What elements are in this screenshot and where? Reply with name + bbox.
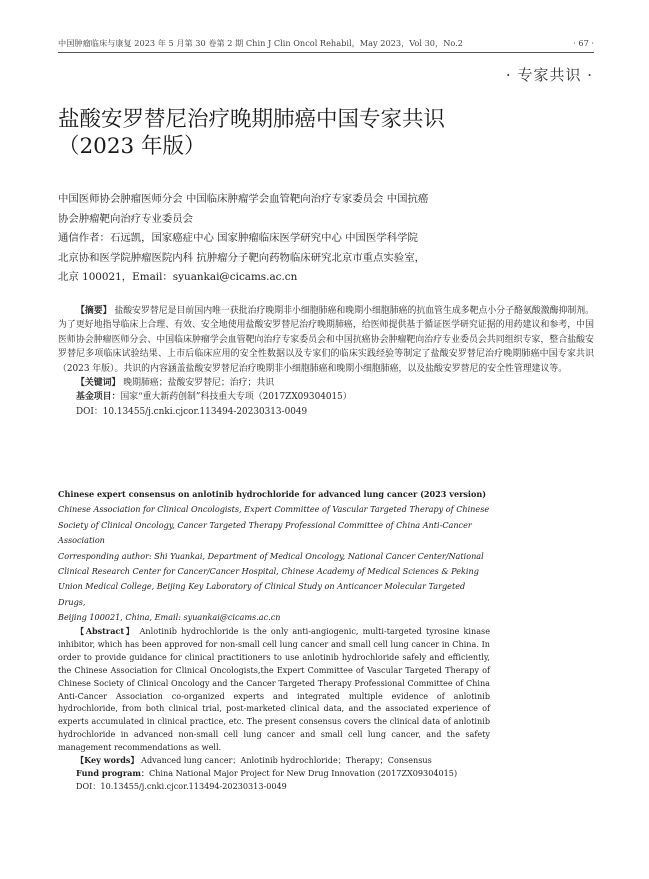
header-rule [58, 52, 594, 53]
running-header [58, 38, 594, 50]
english-title-block [58, 487, 494, 626]
english-fund-label: Fund program： [76, 767, 149, 778]
english-keywords-line [58, 754, 490, 767]
title-line-2: （2023 年版） [58, 134, 206, 159]
author-line-2: 协会肿瘤靶向治疗专业委员会 [58, 212, 194, 225]
english-org-line-2: Society of Clinical Oncology, Cancer Targeted Therapy Professional Committee of China Anti-Cancer [58, 519, 472, 530]
english-corresponding-line-3: Union Medical College, Beijing Key Laboratory of Clinical Study on Anticancer Molecular Targeted Drugs, [58, 581, 466, 607]
english-fund-line [58, 767, 490, 780]
page-number: · 67 · [573, 38, 594, 48]
chinese-abstract [58, 304, 594, 419]
fund-text: 国家“重大新药创制”科技重大专项（2017ZX09304015） [120, 392, 352, 403]
keywords-line [58, 376, 594, 390]
english-fund-text: China National Major Project for New Drug Innovation (2017ZX09304015) [149, 767, 458, 778]
english-abstract-label: 【Abstract】 [76, 626, 136, 636]
english-corresponding-line-2: Clinical Research Center for Cancer/Cancer Hospital, Chinese Academy of Medical Sciences & Peking [58, 566, 479, 577]
corresponding-line-2: 北京协和医学院肿瘤医院内科 抗肿瘤分子靶向药物临床研究北京市重点实验室， [58, 251, 425, 264]
chinese-authors [58, 190, 598, 288]
english-org-line-3: Association [58, 535, 105, 546]
english-keywords-text: Advanced lung cancer；Anlotinib hydrochloride；Therapy；Consensus [141, 755, 432, 766]
author-line-1: 中国医师协会肿瘤医师分会 中国临床肿瘤学会血管靶向治疗专家委员会 中国抗癌 [58, 193, 429, 205]
corresponding-line-1: 通信作者：石远凯，国家癌症中心 国家肿瘤临床医学研究中心 中国医学科学院 [58, 232, 418, 244]
keywords-label: 【关键词】 [76, 378, 121, 389]
column-tag: · 专家共识 · [505, 66, 593, 84]
abstract-text: 盐酸安罗替尼是目前国内唯一获批治疗晚期非小细胞肺癌和晚期小细胞肺癌的抗血管生成多靶点小分子酪氨酸激酶抑制剂。为了更好地指导临床上合理、有效、安全地使用盐酸安罗替尼治疗晚期肺癌，给医师提供基于循证医学研究证据的用药建议和参考，中国医师协会肿瘤医师分会、中国临床肿瘤学会血管靶向治疗专家委员会和中国抗癌协会肿瘤靶向治疗专业委员会共同组织专家，整合盐酸安罗替尼多项临床试验结果、上市后临床应用的安全性数据以及专家们的临床实践经验等制定了盐酸安罗替尼治疗晚期肺癌中国专家共识（2023 年版）。共识的内容涵盖盐酸安罗替尼治疗晚期非小细胞肺癌和晚期小细胞肺癌，以及盐酸安罗替尼的安全性管理建议等。 [58, 306, 595, 374]
fund-label: 基金项目： [76, 392, 121, 403]
english-title: Chinese expert consensus on anlotinib hydrochloride for advanced lung cancer (2023 version) [58, 489, 487, 499]
keywords-text: 晚期肺癌；盐酸安罗替尼；治疗；共识 [123, 378, 275, 389]
title-line-1: 盐酸安罗替尼治疗晚期肺癌中国专家共识 [58, 107, 446, 132]
english-abstract [58, 625, 490, 793]
english-corresponding-line-4: Beijing 100021, China, Email: syuankai@cicams.ac.cn [58, 612, 281, 623]
corresponding-line-3: 北京 100021，Email：syuankai@cicams.ac.cn [58, 271, 298, 283]
english-org-line-1: Chinese Association for Clinical Oncologists, Expert Committee of Vascular Targeted Therapy of Chinese [58, 504, 490, 515]
abstract-paragraph [58, 304, 594, 376]
doi-line: DOI：10.13455/j.cnki.cjcor.113494-20230313-0049 [76, 406, 308, 417]
english-corresponding-line-1: Corresponding author: Shi Yuankai, Department of Medical Oncology, National Cancer Center/National [58, 550, 484, 561]
abstract-label: 【摘要】 [76, 306, 112, 316]
article-title [58, 106, 598, 160]
english-abstract-text: Anlotinib hydrochloride is the only anti-angiogenic, multi-targeted tyrosine kinase inhibitor, which has been approved for non-small cell lung cancer and small cell lung cancer in China. In order to provide guidance for clinical practitioners to use anlotinib hydrochloride safely and efficiently, the Chinese Association for Clinical Oncologists,the Expert Committee of Vascular Targeted Therapy of Chinese Society of Clinical Oncology and the Cancer Targeted Therapy Professional Committee of China Anti-Cancer Association co-organized experts and integrated multiple evidence of anlotinib hydrochloride, from both clinical trial, post-marketed clinical data, and the associated experience of experts accumulated in clinical practice, etc. The present consensus covers the clinical data of anlotinib hydrochloride in advanced non-small cell lung cancer and small cell lung cancer, and the safety management recommendations as well. [58, 626, 490, 753]
english-abstract-paragraph [58, 625, 490, 754]
fund-line [58, 390, 594, 404]
english-doi-line: DOI：10.13455/j.cnki.cjcor.113494-20230313-0049 [76, 780, 287, 791]
journal-citation: 中国肿瘤临床与康复 2023 年 5 月第 30 卷第 2 期 Chin J Clin Oncol Rehabil，May 2023，Vol 30，No.2 [58, 38, 463, 48]
english-keywords-label: 【Key words】 [76, 755, 139, 766]
